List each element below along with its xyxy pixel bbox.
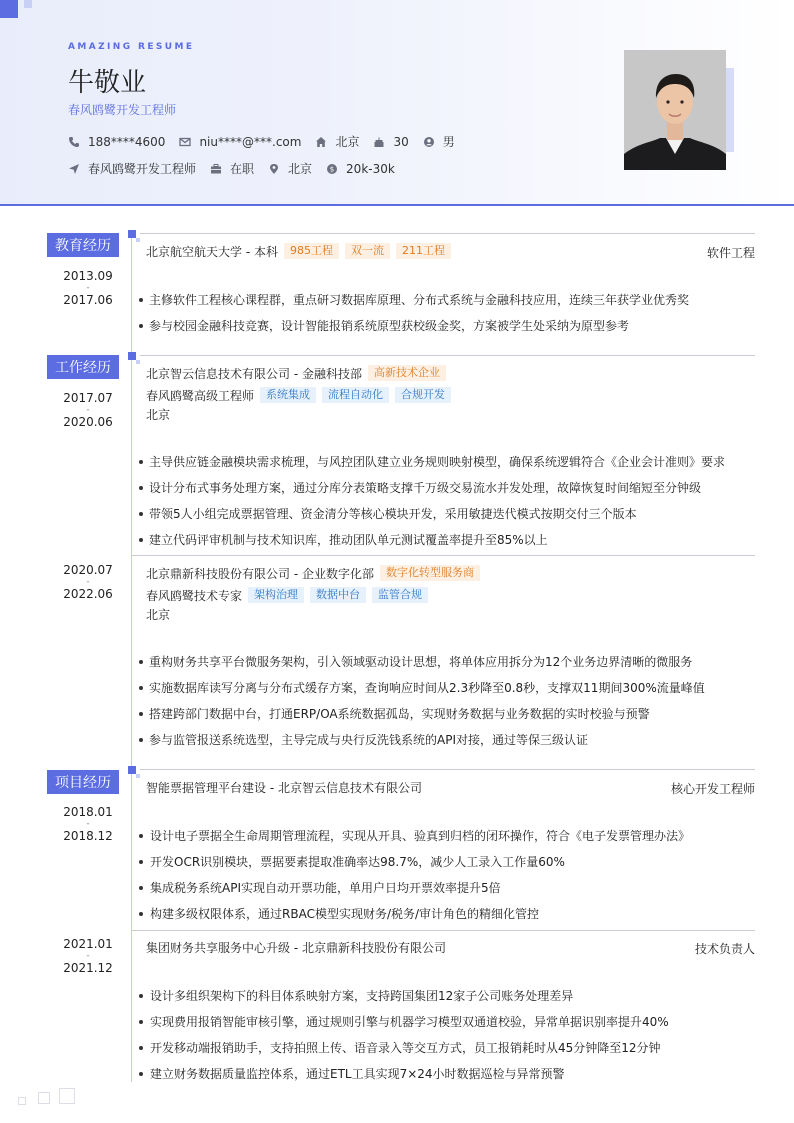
- education-bullets: [137, 293, 689, 345]
- list-item: 设计电子票据全生命周期管理流程，实现从开具、验真到归档的闭环操作，符合《电子发票管理办法》: [137, 829, 690, 855]
- role-tag: 架构治理: [248, 587, 304, 603]
- job-bullets: [137, 655, 705, 759]
- project-name-line: [146, 938, 446, 956]
- section-title-education: 教育经历: [47, 233, 119, 257]
- cake-icon: [373, 136, 385, 148]
- job-dates: [50, 564, 126, 600]
- target-city-info: [268, 160, 312, 177]
- company-tag: 数字化转型服务商: [380, 565, 480, 581]
- entry-divider: [131, 930, 755, 931]
- project-role: 技术负责人: [694, 942, 755, 956]
- job-company-line: [146, 364, 446, 382]
- project-dates: [50, 806, 126, 842]
- age-text: 30: [393, 134, 409, 149]
- major: 软件工程: [706, 246, 755, 260]
- job-role: 春风鸥鹭高级工程师: [146, 388, 255, 403]
- list-item: 带领5人小组完成票据管理、资金清分等核心模块开发，采用敏捷迭代模式按期交付三个版本: [137, 507, 725, 533]
- education-dates: [50, 270, 126, 306]
- date-separator: -: [86, 283, 90, 293]
- section-rule: [140, 233, 755, 234]
- phone-info: [68, 135, 165, 149]
- list-item: 重构财务共享平台微服务架构，引入领域驱动设计思想，将单体应用拆分为12个业务边界清晰的微服务: [137, 655, 705, 681]
- decorative-square: [0, 0, 18, 18]
- list-item: 搭建跨部门数据中台，打通ERP/OA系统数据孤岛，实现财务数据与业务数据的实时校验与预警: [137, 707, 705, 733]
- list-item: 集成税务系统API实现自动开票功能，单用户日均开票效率提升5倍: [137, 881, 690, 907]
- section-title-work: 工作经历: [47, 355, 119, 379]
- date-separator: -: [86, 577, 90, 587]
- email-info: [179, 135, 301, 149]
- gender-info: [423, 133, 455, 150]
- section-marker-small: [136, 774, 140, 778]
- project-bullets: [137, 989, 669, 1093]
- list-item: 参与监管报送系统选型，主导完成与央行反洗钱系统的API对接，通过等保三级认证: [137, 733, 705, 759]
- project-dates: [50, 938, 126, 974]
- job-bullets: [137, 455, 725, 559]
- education-tag: 985工程: [284, 243, 339, 259]
- candidate-name: 牛敬业: [68, 68, 147, 98]
- project-end-date: 2021.12: [63, 961, 113, 975]
- phone-text: 188****4600: [88, 134, 166, 149]
- section-rule: [140, 355, 755, 356]
- mail-icon: [179, 136, 191, 148]
- job-role-line: [146, 386, 451, 404]
- phone-icon: [68, 136, 80, 148]
- school-name: 北京航空航天大学 - 本科: [146, 244, 278, 259]
- target-city-text: 北京: [288, 162, 313, 176]
- section-title-projects: 项目经历: [47, 770, 119, 794]
- profile-photo: [624, 50, 726, 170]
- job-start-date: 2020.07: [63, 563, 113, 577]
- briefcase-icon: [210, 163, 222, 175]
- job-location: 北京: [146, 408, 171, 422]
- section-marker-small: [136, 360, 140, 364]
- age-info: [373, 135, 408, 149]
- project-name: 集团财务共享服务中心升级 - 北京鼎新科技股份有限公司: [146, 940, 446, 955]
- job-end-date: 2020.06: [63, 415, 113, 429]
- list-item: 参与校园金融科技竞赛，设计智能报销系统原型获校级金奖，方案被学生处采纳为原型参考: [137, 319, 689, 345]
- salary-info: [326, 162, 395, 176]
- money-icon: [326, 163, 338, 175]
- list-item: 开发移动端报销助手，支持拍照上传、语音录入等交互方式，员工报销耗时从45分钟降至12分钟: [137, 1041, 669, 1067]
- home-icon: [315, 136, 327, 148]
- company-name: 北京鼎新科技股份有限公司 - 企业数字化部: [146, 566, 374, 581]
- gender-text: 男: [442, 135, 455, 149]
- education-end-date: 2017.06: [63, 293, 113, 307]
- status-text: 在职: [230, 162, 255, 176]
- svg-text:$: $: [329, 165, 335, 174]
- project-name: 智能票据管理平台建设 - 北京智云信息技术有限公司: [146, 780, 422, 795]
- status-info: [210, 160, 254, 177]
- project-name-line: [146, 778, 422, 796]
- list-item: 设计多组织架构下的科目体系映射方案，支持跨国集团12家子公司账务处理差异: [137, 989, 669, 1015]
- list-item: 建立财务数据质量监控体系，通过ETL工具实现7×24小时数据巡检与异常预警: [137, 1067, 669, 1093]
- role-tag: 流程自动化: [322, 387, 389, 403]
- city-text: 北京: [335, 135, 360, 149]
- list-item: 实现费用报销智能审核引擎，通过规则引擎与机器学习模型双通道校验，异常单据识别率提升40%: [137, 1015, 669, 1041]
- target-position-info: [68, 160, 196, 177]
- decorative-square-outline: [18, 1097, 26, 1105]
- header-kicker: AMAZING RESUME: [68, 42, 195, 52]
- role-tag: 数据中台: [310, 587, 366, 603]
- list-item: 建立代码评审机制与技术知识库，推动团队单元测试覆盖率提升至85%以上: [137, 533, 725, 559]
- role-tag: 监管合规: [372, 587, 428, 603]
- decorative-square-outline: [59, 1088, 75, 1104]
- education-tag: 211工程: [396, 243, 451, 259]
- job-location: 北京: [146, 608, 171, 622]
- contact-row: [68, 133, 469, 150]
- decorative-square-outline: [38, 1092, 50, 1104]
- project-bullets: [137, 829, 690, 933]
- user-icon: [423, 136, 435, 148]
- salary-text: 20k-30k: [346, 161, 395, 176]
- job-start-date: 2017.07: [63, 391, 113, 405]
- send-icon: [68, 163, 80, 175]
- city-info: [315, 133, 359, 150]
- company-name: 北京智云信息技术有限公司 - 金融科技部: [146, 366, 362, 381]
- project-start-date: 2018.01: [63, 805, 113, 819]
- job-company-line: [146, 564, 480, 582]
- resume-header: [0, 0, 794, 206]
- list-item: 主导供应链金融模块需求梳理，与风控团队建立业务规则映射模型，确保系统逻辑符合《企业会计准则》要求: [137, 455, 725, 481]
- decorative-square-small: [24, 0, 32, 8]
- company-tag: 高新技术企业: [368, 365, 446, 381]
- job-end-date: 2022.06: [63, 587, 113, 601]
- education-start-date: 2013.09: [63, 269, 113, 283]
- education-school-line: [146, 242, 451, 260]
- section-marker: [128, 352, 136, 360]
- role-tag: 合规开发: [395, 387, 451, 403]
- role-tag: 系统集成: [260, 387, 316, 403]
- candidate-title: 春风鸥鹭开发工程师: [68, 103, 177, 117]
- section-marker-small: [136, 238, 140, 242]
- date-separator: -: [86, 951, 90, 961]
- email-text: niu****@***.com: [199, 134, 302, 149]
- location-pin-icon: [268, 163, 280, 175]
- project-start-date: 2021.01: [63, 937, 113, 951]
- list-item: 开发OCR识别模块，票据要素提取准确率达98.7%，减少人工录入工作量60%: [137, 855, 690, 881]
- list-item: 构建多级权限体系，通过RBAC模型实现财务/税务/审计角色的精细化管控: [137, 907, 690, 933]
- list-item: 主修软件工程核心课程群，重点研习数据库原理、分布式系统与金融科技应用，连续三年获学业优秀奖: [137, 293, 689, 319]
- section-rule: [140, 769, 755, 770]
- job-intent-row: [68, 160, 409, 177]
- project-role: 核心开发工程师: [670, 782, 755, 796]
- job-role-line: [146, 586, 428, 604]
- section-marker: [128, 230, 136, 238]
- project-end-date: 2018.12: [63, 829, 113, 843]
- list-item: 设计分布式事务处理方案，通过分库分表策略支撑千万级交易流水并发处理，故障恢复时间缩短至分钟级: [137, 481, 725, 507]
- entry-divider: [131, 555, 755, 556]
- education-tag: 双一流: [345, 243, 390, 259]
- list-item: 实施数据库读写分离与分布式缓存方案，查询响应时间从2.3秒降至0.8秒，支撑双11期间300%流量峰值: [137, 681, 705, 707]
- job-role: 春风鸥鹭技术专家: [146, 588, 243, 603]
- section-marker: [128, 766, 136, 774]
- date-separator: -: [86, 819, 90, 829]
- date-separator: -: [86, 405, 90, 415]
- target-position-text: 春风鸥鹭开发工程师: [88, 162, 197, 176]
- job-dates: [50, 392, 126, 428]
